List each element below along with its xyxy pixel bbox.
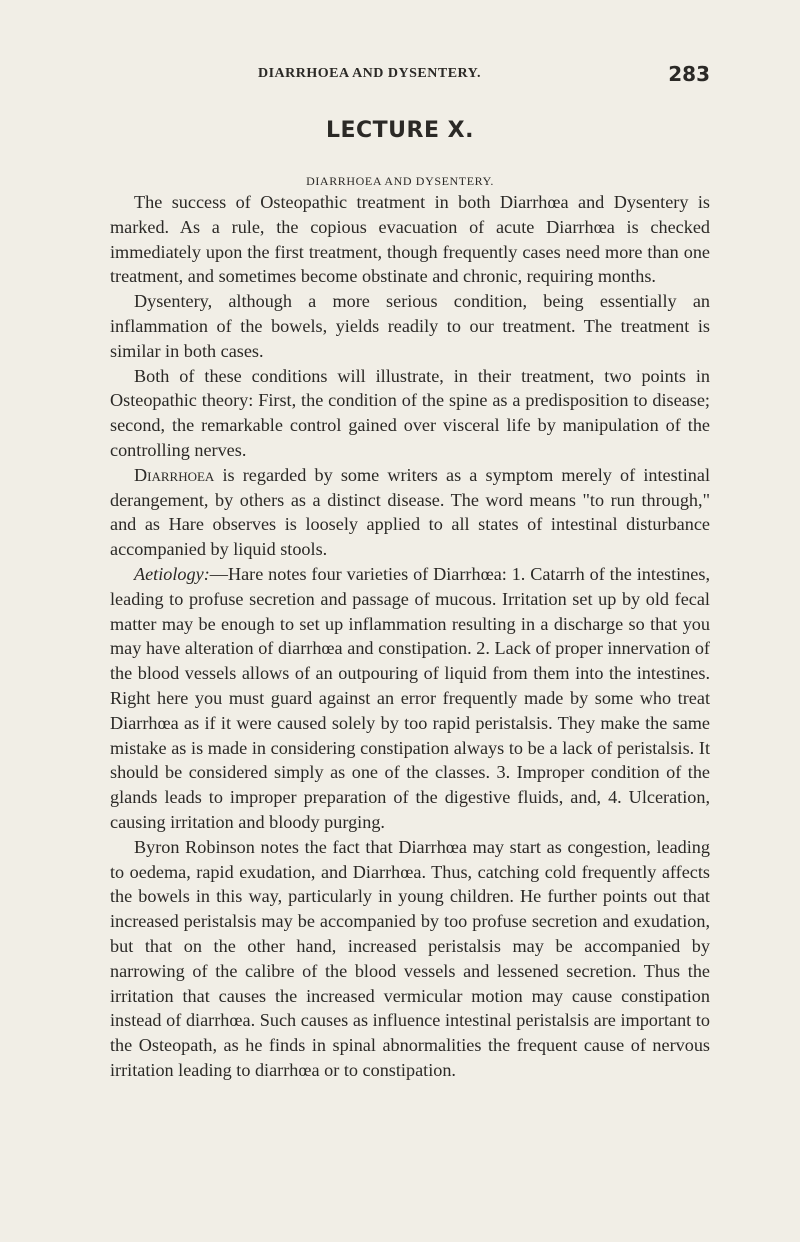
page-number: 283 [668,62,710,86]
body-text [110,190,710,1083]
section-lead-diarrhoea: Diarrhoea [134,464,215,485]
paragraph-4 [110,463,710,562]
paragraph-5-text: —Hare notes four varieties of Diarrhœa: 1. Catarrh of the intestines, leading to profuse secretion and passage of mucous. Irritation set up by old fecal matter may be enough to set up inflammation resulting in a discharge so that you may have alteration of diarrhœa and constipation. 2. Lack of proper innervation of the blood vessels allows of an outpouring of liquid from them into the intestines. Right here you must guard against an error frequently made by some who treat Diarrhœa as if it were caused solely by too rapid peristalsis. They make the same mistake as is made in considering constipation always to be a lack of peristalsis. It should be considered simply as one of the classes. 3. Improper condition of the glands leads to improper preparation of the digestive fluids, and, 4. Ulceration, causing irritation and bloody purging. [110,563,710,832]
paragraph-4-text: is regarded by some writers as a symptom merely of intestinal derangement, by others as a distinct disease. The word means "to run through," and as Hare observes is loosely applied to all states of intestinal disturbance accompanied by liquid stools. [110,464,710,560]
lecture-subtitle: DIARRHOEA AND DYSENTERY. [306,174,494,188]
paragraph-6: Byron Robinson notes the fact that Diarrhœa may start as congestion, leading to oedema, rapid exudation, and Diarrhœa. Thus, catching cold frequently affects the bowels in this way, particularly in young children. He further points out that increased peristalsis may be accompanied by too profuse secretion and exudation, but that on the other hand, increased peristalsis may be accompanied by narrowing of the calibre of the blood vessels and lessened secretion. Thus the irritation that causes the increased vermicular motion may cause constipation instead of diarrhœa. Such causes as influence intestinal peristalsis are important to the Osteopath, as he finds in spinal abnormalities the frequent cause of nervous irritation leading to diarrhœa or to constipation. [110,836,710,1080]
lecture-title: LECTURE X. [325,118,474,143]
paragraph-2: Dysentery, although a more serious condition, being essentially an inflammation of the bowels, yields readily to our treatment. The treatment is similar in both cases. [110,291,710,361]
running-head-title: DIARRHOEA AND DYSENTERY. [258,66,481,81]
section-lead-aetiology: Aetiology: [134,563,210,584]
running-head [110,62,710,92]
paragraph-1: The success of Osteopathic treatment in both Diarrhœa and Dysentery is marked. As a rule, the copious evacuation of acute Diarrhœa is checked immediately upon the first treatment, though frequently cases need more than one treatment, and sometimes become obstinate and chronic, requiring months. [110,192,710,287]
paragraph-5 [110,562,710,835]
paragraph-3: Both of these conditions will illustrate, in their treatment, two points in Osteopathic theory: First, the condition of the spine as a predisposition to disease; second, the remarkable control gained over visceral life by manipulation of the controlling nerves. [110,365,710,460]
